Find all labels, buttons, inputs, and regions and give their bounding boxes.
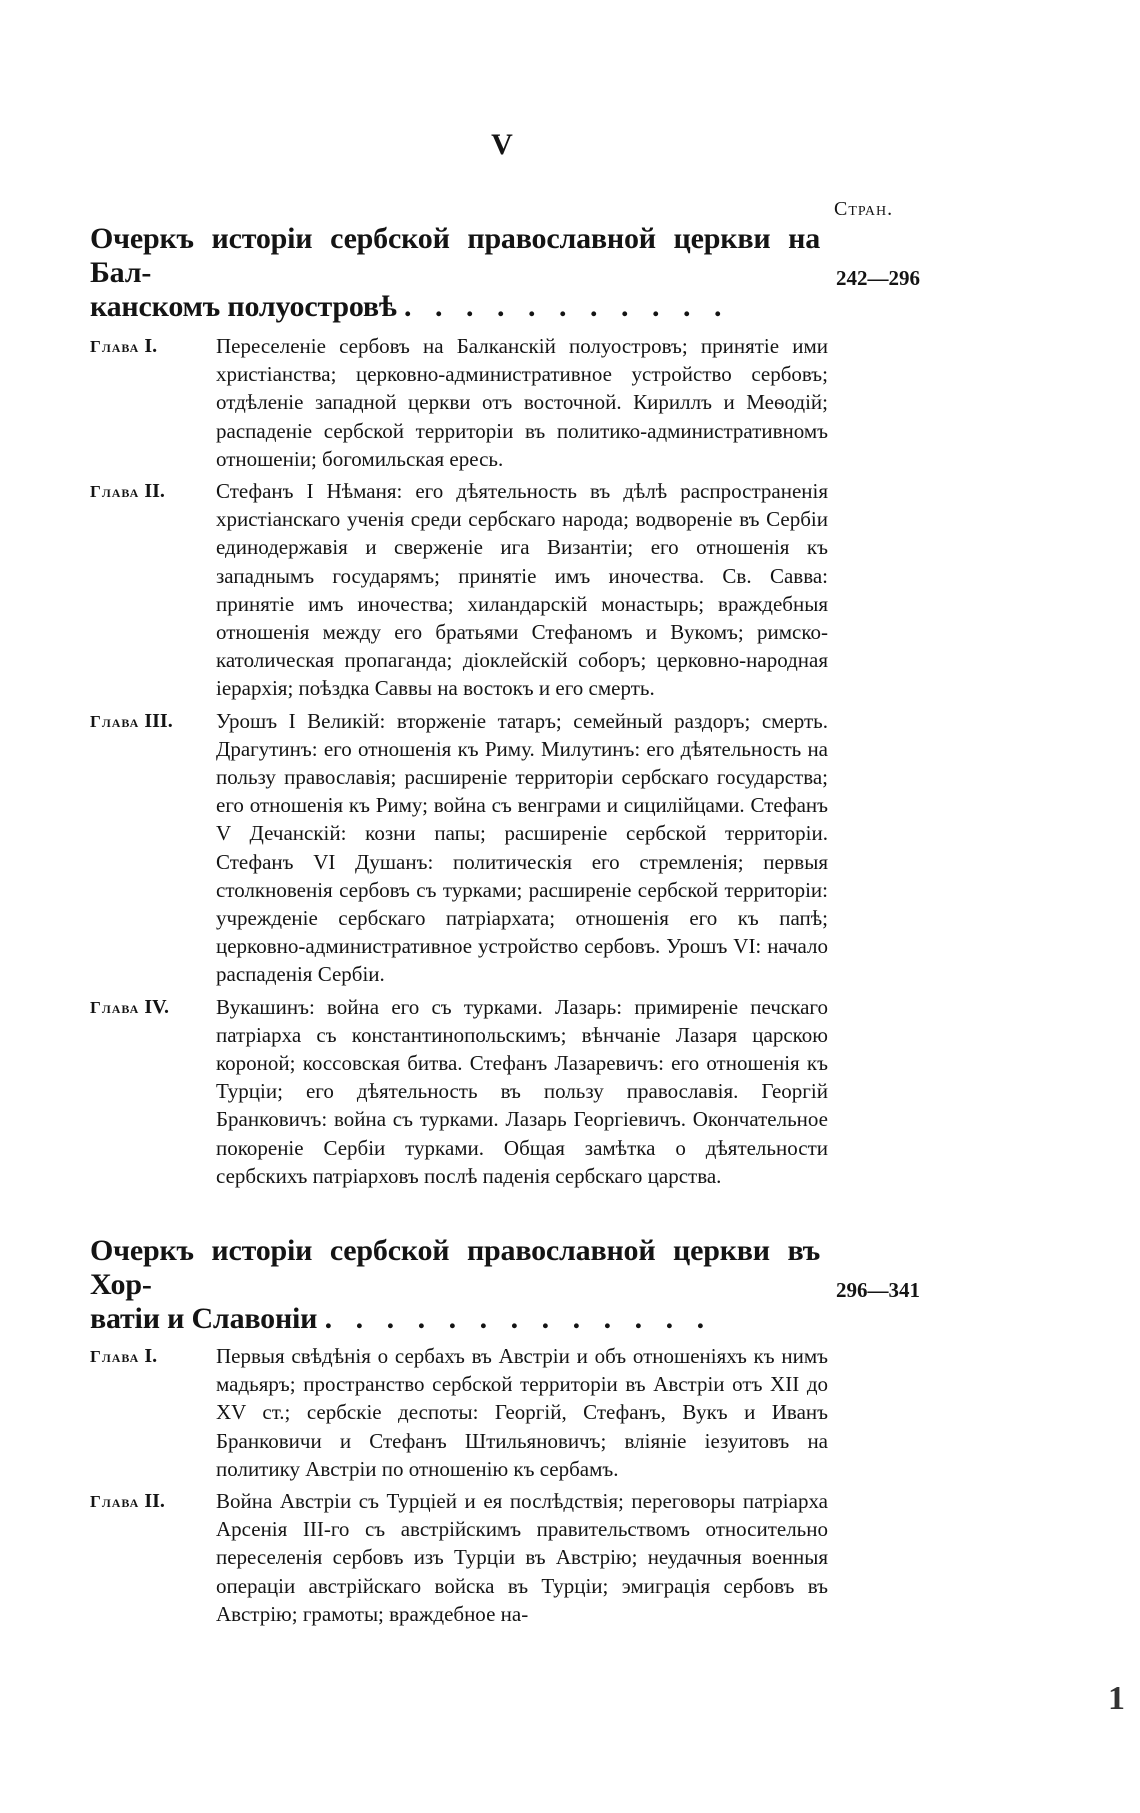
chapter-label: Глава IV. <box>90 995 169 1018</box>
chapter-summary: Первыя свѣдѣнія о сербахъ въ Австріи и объ отношеніяхъ къ нимъ мадьяръ; пространство сербской территоріи въ Австріи отъ XII до XV ст.; сербскіе деспоты: Георгій, Стефанъ, Вукъ и Иванъ Бранковичи и Стефанъ Штильяновичъ; вліяніе іезуитовъ на политику Австріи по отношенію къ сербамъ. <box>216 1344 828 1481</box>
section-title-line1: Очеркъ исторіи сербской православной церкви на Бал- <box>90 222 820 289</box>
leader-dots: . . . . . . . . . . . . . <box>324 1302 713 1335</box>
chapter-summary: Стефанъ I Нѣманя: его дѣятельность въ дѣлѣ распространенія христіанскаго ученія среди сербскаго народа; водвореніе въ Сербіи единодержавія и сверженіе ига Византіи; его отношенія къ западнымъ государямъ; принятіе имъ иночества. Св. Савва: принятіе имъ иночества; хиландарскій монастырь; враждебныя отношенія между его братьями Стефаномъ и Вукомъ; римско-католическая пропаганда; діоклейскій соборъ; церковно-народная іерархія; поѣздка Саввы на востокъ и его смерть. <box>216 479 828 701</box>
chapter-label: Глава II. <box>90 480 165 503</box>
leader-dots: . . . . . . . . . . . <box>404 290 730 323</box>
chapter-entry <box>90 332 920 473</box>
corner-mark: 1 <box>1108 1680 1125 1717</box>
section-page-range: 242—296 <box>836 266 920 290</box>
toc-section <box>90 222 920 1190</box>
chapter-entry <box>90 1487 920 1628</box>
section-page-range: 296—341 <box>836 1278 920 1302</box>
chapter-summary: Вукашинъ: война его съ турками. Лазарь: примиреніе печскаго патріарха съ константинопольскимъ; вѣнчаніе Лазаря царскою короной; коссовская битва. Стефанъ Лазаревичъ: его отношенія къ Турціи; его дѣятельность въ пользу православія. Георгій Бранковичъ: война съ турками. Лазарь Георгіевичъ. Окончательное покореніе Сербіи турками. Общая замѣтка о дѣятельности сербскихъ патріарховъ послѣ паденія сербскаго царства. <box>216 994 828 1188</box>
chapter-label: Глава I. <box>90 1345 158 1367</box>
chapter-summary: Война Австріи съ Турціей и ея послѣдствія; переговоры патріарха Арсенія III-го съ австрійскимъ правительствомъ относительно переселенія сербовъ изъ Турціи въ Австрію; неудачныя военныя операціи австрійскаго войска въ Турціи; эмиграція сербовъ въ Австрію; грамоты; враждебное на- <box>216 1489 828 1626</box>
pages-column-header: Стран. <box>834 198 894 220</box>
chapter-entry <box>90 477 920 703</box>
section-title <box>90 222 820 324</box>
chapter-summary: Урошъ I Великій: вторженіе татаръ; семейный раздоръ; смерть. Драгутинъ: его отношенія къ Риму. Милутинъ: его дѣятельность на пользу православія; расширеніе территоріи сербскаго государства; его отношенія къ Риму; война съ венграми и сицилійцами. Стефанъ V Дечанскій: козни папы; расширеніе сербской территоріи. Стефанъ VI Душанъ: политическія его стремленія; первыя столкновенія сербовъ съ турками; расширеніе сербской территоріи: учрежденіе сербскаго патріархата; отношенія его къ папѣ; церковно-административное устройство сербовъ. Урошъ VI: начало распаденія Сербіи. <box>216 708 828 987</box>
chapter-entry <box>90 1342 920 1483</box>
section-title-line1: Очеркъ исторіи сербской православной церкви въ Хор- <box>90 1234 820 1301</box>
page-number: V <box>491 128 513 161</box>
section-title <box>90 1234 820 1336</box>
chapter-label: Глава II. <box>90 1490 165 1513</box>
chapter-label: Глава III. <box>90 709 173 732</box>
chapter-label: Глава I. <box>90 335 158 357</box>
chapter-entry <box>90 993 920 1190</box>
section-title-line2: ватіи и Славоніи <box>90 1302 318 1335</box>
chapter-entry <box>90 707 920 989</box>
toc-section <box>90 1234 920 1628</box>
chapter-summary: Переселеніе сербовъ на Балканскій полуостровъ; принятіе ими христіанства; церковно-административное устройство сербовъ; отдѣленіе западной церкви отъ восточной. Кириллъ и Меѳодій; распаденіе сербской территоріи въ политико-административномъ отношеніи; богомильская ересь. <box>216 334 828 471</box>
section-title-line2: канскомъ полуостровѣ <box>90 290 397 323</box>
